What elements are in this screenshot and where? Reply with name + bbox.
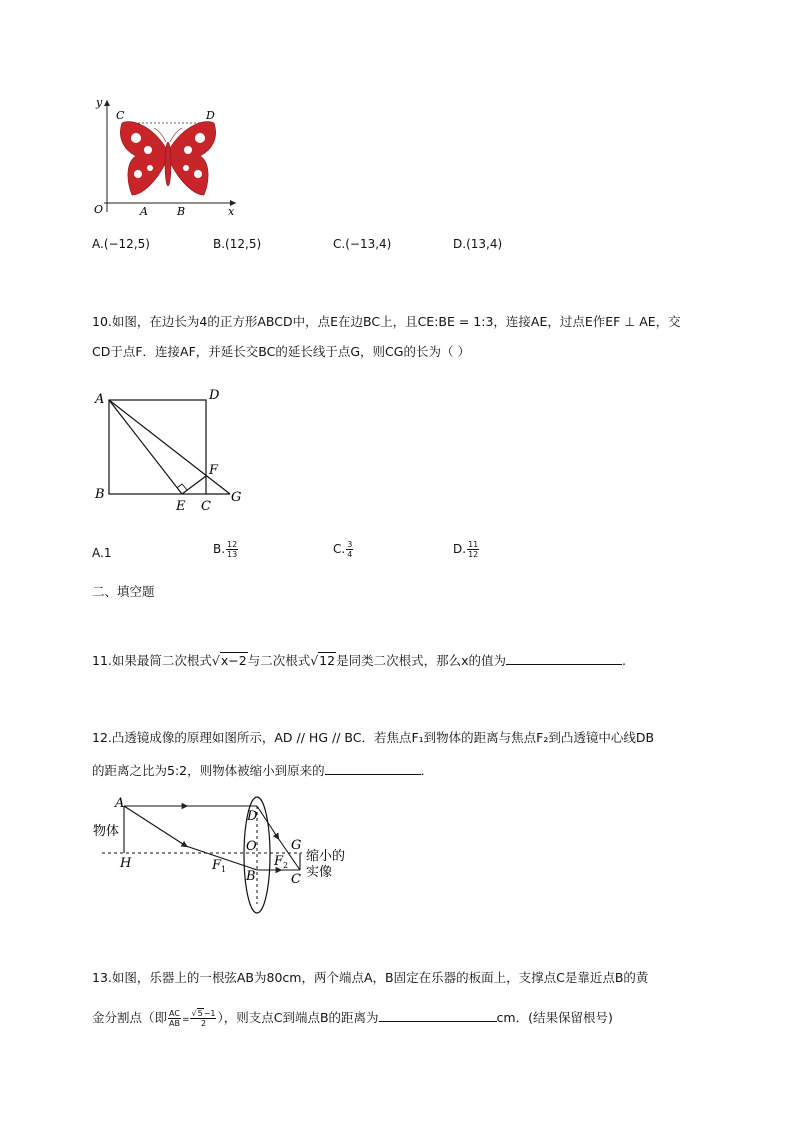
q12-line-1: 12.凸透镜成像的原理如图所示，AD // HG // BC．若焦点F₁到物体的距离与焦点F₂到凸透镜中心线DB xyxy=(92,730,655,745)
label-A: A xyxy=(95,392,105,407)
fraction: $\frac{11}{12}$ xyxy=(468,540,479,559)
q9-option-d[interactable]: D.(13,4) xyxy=(453,237,503,251)
label-c: C xyxy=(116,109,125,122)
q10-option-d[interactable]: D. $\frac{11}{12}$ xyxy=(453,540,479,559)
label-B: B xyxy=(246,869,256,884)
line-ag xyxy=(109,400,230,494)
answer-blank[interactable] xyxy=(379,1009,497,1022)
q9-option-c[interactable]: C.(−13,4) xyxy=(333,237,392,251)
label-D: D xyxy=(209,388,220,403)
q12-line-2: 的距离之比为5:2，则物体被缩小到原来的 ． xyxy=(92,763,434,778)
fraction: $\frac{AC}{AB}$ xyxy=(168,1009,180,1028)
convex-lens-figure xyxy=(90,792,360,917)
label-C: C xyxy=(291,872,301,887)
q9-option-b[interactable]: B.(12,5) xyxy=(213,237,262,251)
answer-blank[interactable] xyxy=(325,762,421,775)
square-abcd xyxy=(109,400,206,494)
ray-dc xyxy=(257,806,278,838)
label-O: O xyxy=(246,839,257,854)
q11-line: 11.如果最简二次根式√x−2与二次根式√12是同类二次根式，那么x的值为 . xyxy=(92,653,626,668)
q13-line-2: 金分割点（即 $\frac{AC}{AB}$ = $\frac{√5-1}{2}$ ），则支点C到端点B的距离为 cm．(结果保留根号) xyxy=(92,1009,613,1028)
q9-option-a[interactable]: A.(−12,5) xyxy=(92,237,150,251)
q10-option-b[interactable]: B. $\frac{12}{13}$ xyxy=(213,540,238,559)
q13-line-1: 13.如图，乐器上的一根弦AB为80cm，两个端点A，B固定在乐器的板面上，支撑点C是靠近点B的黄 xyxy=(92,970,649,985)
label-C: C xyxy=(201,499,211,514)
label-G: G xyxy=(231,490,242,505)
line-ae xyxy=(109,400,182,494)
label-F2: $F_2$ xyxy=(274,854,289,870)
label-a: A xyxy=(140,205,148,218)
fraction: $\frac{√5-1}{2}$ xyxy=(191,1009,216,1028)
label-G: G xyxy=(291,838,302,853)
label-b: B xyxy=(177,205,186,218)
answer-blank[interactable] xyxy=(506,652,622,665)
label-E: E xyxy=(176,499,186,514)
sqrt-icon: √ xyxy=(191,1009,197,1018)
fraction: $\frac{3}{4}$ xyxy=(347,540,353,559)
sqrt-icon: √ xyxy=(310,653,319,668)
q10-option-a[interactable]: A.1 xyxy=(92,546,112,560)
label-x: x xyxy=(228,205,235,218)
label-o: O xyxy=(94,203,104,216)
label-image-2: 实像 xyxy=(306,865,333,880)
label-D: D xyxy=(247,809,258,824)
label-image-1: 缩小的 xyxy=(306,849,346,864)
fraction: $\frac{12}{13}$ xyxy=(227,540,238,559)
label-A: A xyxy=(115,796,125,811)
ray-ab xyxy=(124,806,186,846)
butterfly-coordinate-figure xyxy=(90,92,250,222)
label-H: H xyxy=(120,856,132,871)
label-B: B xyxy=(95,487,105,502)
q10-option-c[interactable]: C. $\frac{3}{4}$ xyxy=(333,540,353,559)
butterfly-graphic xyxy=(120,122,215,195)
sqrt-icon: √ xyxy=(211,653,220,668)
q10-line-1: 10.如图，在边长为4的正方形ABCD中，点E在边BC上，且CE:BE = 1:3，连接AE，过点E作EF ⊥ AE，交 xyxy=(92,314,681,329)
square-geometry-figure xyxy=(90,385,255,515)
label-object: 物体 xyxy=(93,824,120,839)
q10-line-2: CD于点F．连接AF，并延长交BC的延长线于点G，则CG的长为（ ） xyxy=(92,344,470,359)
line-ef xyxy=(182,476,206,494)
label-y: y xyxy=(96,96,103,109)
label-F1: $F_1$ xyxy=(212,858,227,874)
label-F: F xyxy=(209,463,219,478)
section-title: 二、填空题 xyxy=(92,584,155,599)
label-d: D xyxy=(206,109,215,122)
